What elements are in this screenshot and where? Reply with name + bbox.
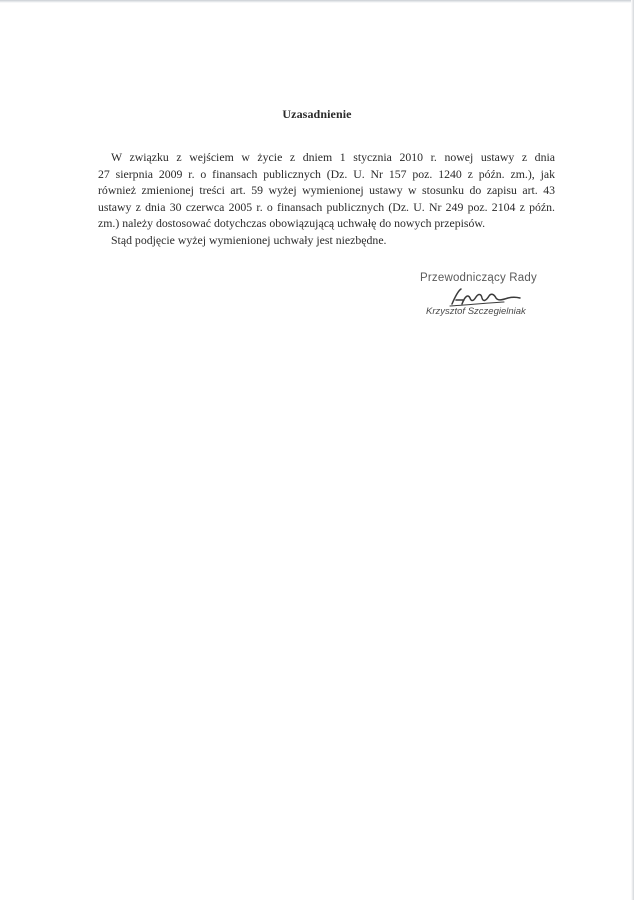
- paragraph1-line-2: 27 sierpnia 2009 r. o finansach publicznych (Dz. U. Nr 157 poz. 1240 z późn. zm.), jak: [98, 166, 555, 181]
- paragraph1-line-5: zm.) należy dostosować dotychczas obowiązującą uchwałę do nowych przepisów.: [98, 216, 486, 230]
- chairman-name: Krzysztof Szczegielniak: [426, 306, 526, 317]
- paragraph2-line-1: Stąd podjęcie wyżej wymienionej uchwały jest niezbędne.: [111, 232, 387, 247]
- paragraph1-line-1: W związku z wejściem w życie z dniem 1 stycznia 2010 r. nowej ustawy z dnia: [111, 150, 555, 164]
- handwritten-signature: [446, 286, 526, 308]
- scan-edge-top: [0, 0, 634, 3]
- chairman-title: Przewodniczący Rady: [420, 272, 537, 284]
- paragraph1-line-3: również zmienionej treści art. 59 wyżej wymienionej ustawy w stosunku do zapisu art. 43: [98, 183, 555, 197]
- document-title: Uzasadnienie: [282, 107, 352, 121]
- justification-body: [98, 149, 555, 248]
- paragraph1-line-4: ustawy z dnia 30 czerwca 2005 r. o finansach publicznych (Dz. U. Nr 249 poz. 2104 z późn.: [98, 199, 555, 214]
